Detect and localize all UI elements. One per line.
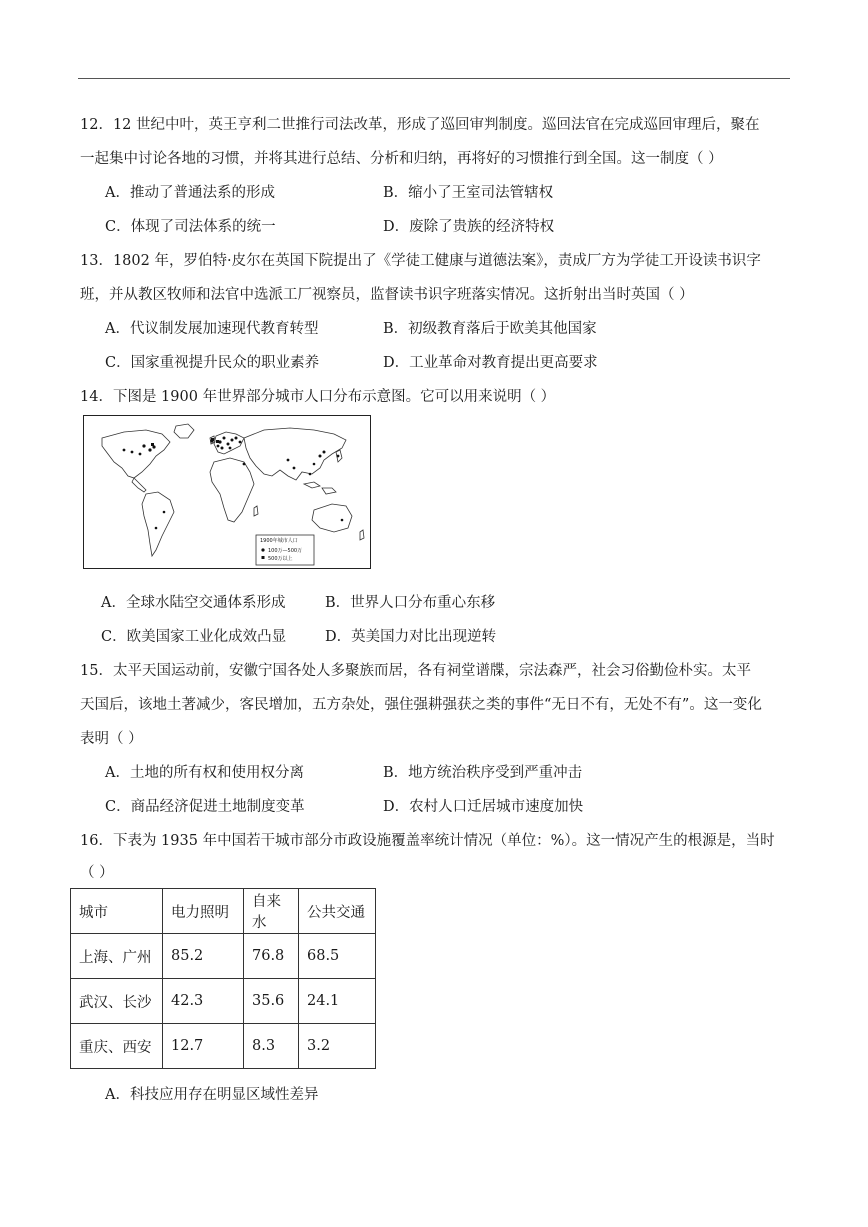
q15-option-a[interactable]: A．土地的所有权和使用权分离 <box>105 765 304 781</box>
table-cell: 上海、广州 <box>71 934 163 979</box>
q14-option-d[interactable]: D．英美国力对比出现逆转 <box>325 629 497 645</box>
q14-stem-line1: 14．下图是 1900 年世界部分城市人口分布示意图。它可以用来说明（ ） <box>80 389 556 405</box>
q15-option-d[interactable]: D．农村人口迁居城市速度加快 <box>383 799 584 815</box>
table-row <box>71 1024 376 1069</box>
q14-option-a[interactable]: A．全球水陆空交通体系形成 <box>101 595 286 611</box>
q13-stem-line2: 班，并从教区牧师和法官中选派工厂视察员，监督读书识字班落实情况。这折射出当时英国（ ） <box>80 287 694 303</box>
table-cell: 42.3 <box>163 979 244 1024</box>
table-cell: 重庆、西安 <box>71 1024 163 1069</box>
q15-option-b[interactable]: B．地方统治秩序受到严重冲击 <box>383 765 583 781</box>
q14-option-b[interactable]: B．世界人口分布重心东移 <box>325 595 496 611</box>
q13-option-b[interactable]: B．初级教育落后于欧美其他国家 <box>383 321 597 337</box>
table-cell: 24.1 <box>299 979 376 1024</box>
q12-stem-line1: 12．12 世纪中叶，英王亨利二世推行司法改革，形成了巡回审判制度。巡回法官在完成巡回审理后，聚在 <box>80 117 760 133</box>
table-cell: 35.6 <box>244 979 299 1024</box>
table-row <box>71 934 376 979</box>
table-row <box>71 979 376 1024</box>
q15-stem-line1: 15．太平天国运动前，安徽宁国各处人多聚族而居，各有祠堂谱牒，宗法森严，社会习俗勤俭朴实。太平 <box>80 663 751 679</box>
table-cell: 76.8 <box>244 934 299 979</box>
table-cell: 8.3 <box>244 1024 299 1069</box>
world-city-population-map <box>83 415 371 569</box>
q12-option-c[interactable]: C．体现了司法体系的统一 <box>105 219 276 235</box>
map-legend-item-2: 500万以上 <box>268 556 293 562</box>
q15-stem-line3: 表明（ ） <box>80 731 143 747</box>
q14-option-c[interactable]: C．欧美国家工业化成效凸显 <box>101 629 287 645</box>
q12-option-a[interactable]: A．推动了普通法系的形成 <box>105 185 275 201</box>
table-cell: 3.2 <box>299 1024 376 1069</box>
q13-stem-line1: 13．1802 年，罗伯特·皮尔在英国下院提出了《学徒工健康与道德法案》，责成厂方为学徒工开设读书识字 <box>80 253 761 269</box>
table-cell: 武汉、长沙 <box>71 979 163 1024</box>
table-cell: 68.5 <box>299 934 376 979</box>
table-header-cell: 公共交通 <box>299 889 376 934</box>
q15-option-c[interactable]: C．商品经济促进土地制度变革 <box>105 799 305 815</box>
q12-option-d[interactable]: D．废除了贵族的经济特权 <box>383 219 555 235</box>
top-rule <box>78 78 790 79</box>
map-legend-item-1: 100万—500万 <box>268 548 303 554</box>
table-header-row <box>71 889 376 934</box>
q15-stem-line2: 天国后，该地土著减少，客民增加，五方杂处，强住强耕强获之类的事件“无日不有，无处不有”。这一变化 <box>80 697 762 713</box>
q16-stem-line2: （ ） <box>80 865 114 881</box>
world-map-graphic <box>84 416 370 568</box>
q12-stem-line2: 一起集中讨论各地的习惯，并将其进行总结、分析和归纳，再将好的习惯推行到全国。这一制度（ ） <box>80 151 723 167</box>
map-legend-title: 1900年城市人口 <box>260 538 298 544</box>
q13-option-a[interactable]: A．代议制发展加速现代教育转型 <box>105 321 319 337</box>
table-header-cell: 自来水 <box>244 889 299 934</box>
q13-option-c[interactable]: C．国家重视提升民众的职业素养 <box>105 355 320 371</box>
q12-option-b[interactable]: B．缩小了王室司法管辖权 <box>383 185 554 201</box>
q16-stem-line1: 16．下表为 1935 年中国若干城市部分市政设施覆盖率统计情况（单位：%）。这一情况产生的根源是，当时 <box>80 833 775 849</box>
q16-option-a[interactable]: A．科技应用存在明显区域性差异 <box>105 1087 319 1103</box>
table-cell: 12.7 <box>163 1024 244 1069</box>
table-cell: 85.2 <box>163 934 244 979</box>
city-infrastructure-table <box>70 888 376 1069</box>
table-header-cell: 电力照明 <box>163 889 244 934</box>
table-header-cell: 城市 <box>71 889 163 934</box>
q13-option-d[interactable]: D．工业革命对教育提出更高要求 <box>383 355 598 371</box>
